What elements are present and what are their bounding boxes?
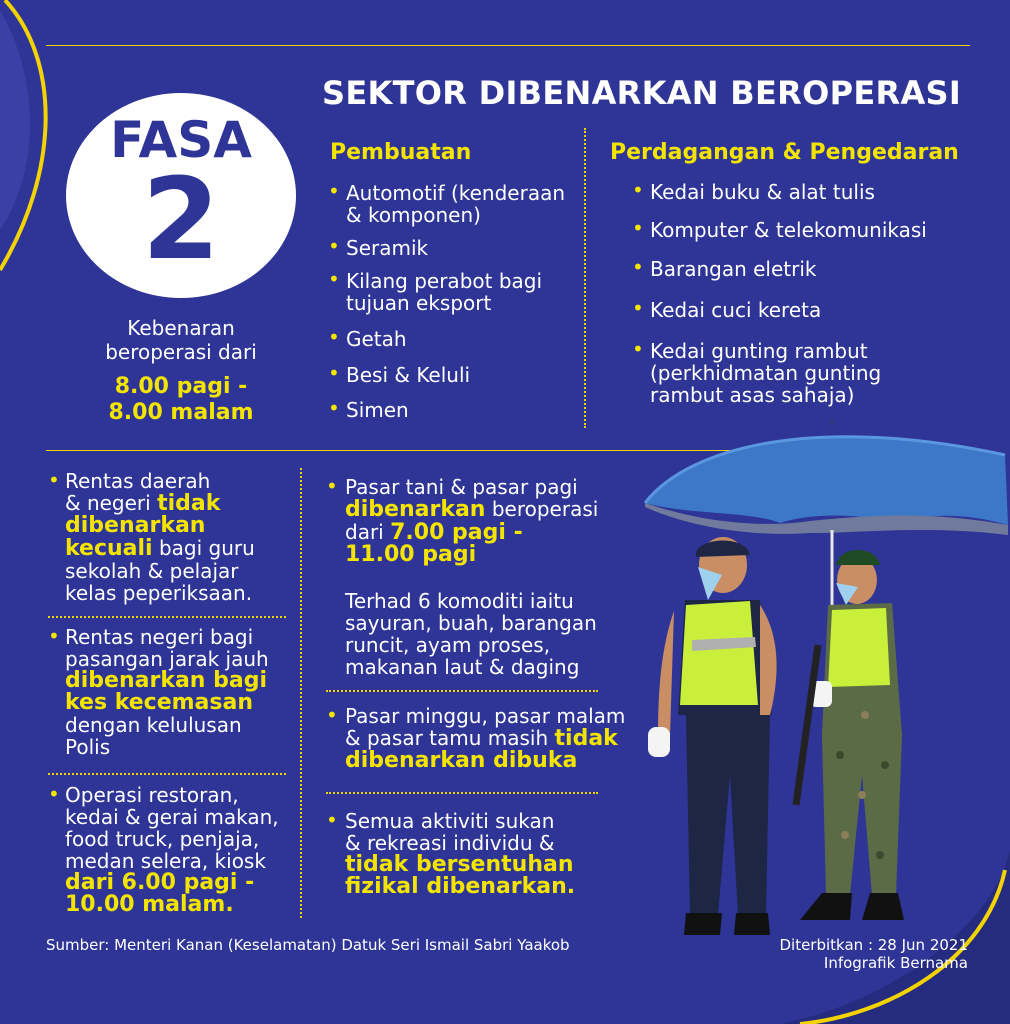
phase-label: FASA bbox=[110, 111, 252, 169]
bullet-icon: • bbox=[326, 808, 338, 832]
left-note-divider-2 bbox=[48, 773, 286, 775]
bullet-icon: • bbox=[326, 703, 338, 727]
mid-note-divider-1 bbox=[326, 690, 598, 692]
source-credit: Sumber: Menteri Kanan (Keselamatan) Datuk Seri Ismail Sabri Yaakob bbox=[46, 936, 570, 954]
published-date: Diterbitkan : 28 Jun 2021 bbox=[779, 936, 968, 954]
column-divider-bottom bbox=[300, 468, 302, 918]
list-item: • Simen bbox=[326, 399, 409, 421]
note-pasar-minggu: Pasar minggu, pasar malam & pasar tamu masih tidak dibenarkan dibuka bbox=[345, 704, 626, 773]
note-aktiviti-sukan: Semua aktiviti sukan & rekreasi individu & tidak bersentuhan fizikal dibenarkan. bbox=[345, 809, 576, 899]
list-item: • Kilang perabot bagi tujuan eksport bbox=[326, 270, 542, 314]
list-item: • Barangan eletrik bbox=[630, 258, 816, 280]
note-rentas-daerah: Rentas daerah & negeri tidak dibenarkan kecuali bagi guru sekolah & pelajar kelas peperiksaan. bbox=[65, 469, 255, 605]
hours-line-1: Kebenaran bbox=[127, 316, 235, 340]
phase-badge bbox=[66, 93, 296, 298]
page-title: SEKTOR DIBENARKAN BEROPERASI bbox=[322, 74, 962, 112]
officers-umbrella-illustration bbox=[600, 415, 1010, 960]
hours-line-2: beroperasi dari bbox=[105, 340, 257, 364]
operating-hours bbox=[66, 316, 296, 426]
note-operasi-restoran: Operasi restoran, kedai & gerai makan, food truck, penjaja, medan selera, kiosk dari 6.00 pagi - 10.00 malam. bbox=[65, 783, 279, 917]
phase-number: 2 bbox=[142, 155, 220, 285]
mid-note-divider-2 bbox=[326, 792, 598, 794]
note-pasar-tani: Pasar tani & pasar pagi dibenarkan beroperasi dari 7.00 pagi - 11.00 pagi bbox=[345, 475, 599, 567]
bullet-icon: • bbox=[326, 474, 338, 498]
list-item: • Kedai cuci kereta bbox=[630, 299, 821, 321]
left-note-divider-1 bbox=[48, 616, 286, 618]
list-item: • Seramik bbox=[326, 237, 428, 259]
note-rentas-negeri: Rentas negeri bagi pasangan jarak jauh dibenarkan bagi kes kecemasan dengan kelulusan Polis bbox=[65, 625, 269, 759]
list-item: • Kedai buku & alat tulis bbox=[630, 181, 875, 203]
column-divider-top bbox=[584, 128, 586, 428]
bullet-icon: • bbox=[48, 782, 60, 806]
list-item: • Komputer & telekomunikasi bbox=[630, 219, 927, 241]
note-terhad-komoditi: Terhad 6 komoditi iaitu sayuran, buah, barangan runcit, ayam proses, makanan laut & daging bbox=[345, 589, 597, 679]
top-divider bbox=[46, 45, 970, 46]
list-item: • Kedai gunting rambut (perkhidmatan gunting rambut asas sahaja) bbox=[630, 340, 881, 406]
list-item: • Automotif (kenderaan & komponen) bbox=[326, 182, 565, 226]
list-item: • Getah bbox=[326, 328, 407, 350]
bullet-icon: • bbox=[48, 468, 60, 492]
hours-time-2: 8.00 malam bbox=[108, 400, 254, 425]
bullet-icon: • bbox=[48, 624, 60, 648]
perdagangan-heading: Perdagangan & Pengedaran bbox=[610, 140, 959, 165]
pembuatan-heading: Pembuatan bbox=[330, 140, 472, 165]
hours-time-1: 8.00 pagi - bbox=[114, 374, 248, 399]
left-wave-decoration bbox=[0, 0, 60, 280]
agency-credit: Infografik Bernama bbox=[823, 954, 968, 972]
list-item: • Besi & Keluli bbox=[326, 364, 470, 386]
